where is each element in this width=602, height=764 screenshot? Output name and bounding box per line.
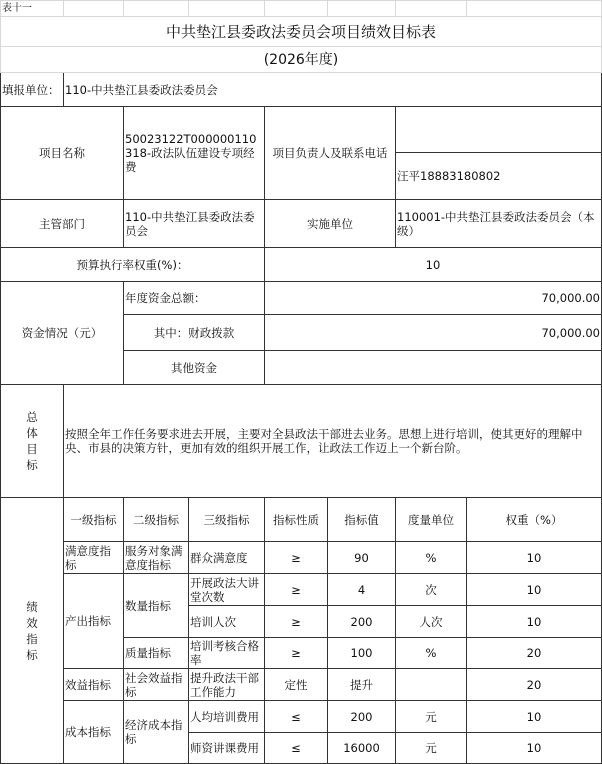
indicator-weight: 20 <box>467 669 602 701</box>
level3-indicator: 开展政法大讲堂次数 <box>189 574 265 606</box>
level2-indicator: 质量指标 <box>124 638 189 669</box>
funds-total-label: 年度资金总额： <box>124 282 265 315</box>
indicator-value: 200 <box>328 701 396 733</box>
indicator-weight: 10 <box>467 606 602 638</box>
level3-indicator: 培训人次 <box>189 606 265 638</box>
level1-indicator: 成本指标 <box>64 701 124 764</box>
perf-header: 指标值 <box>328 498 396 542</box>
perf-header: 一级指标 <box>64 498 124 542</box>
perf-header: 三级指标 <box>189 498 265 542</box>
project-manager-value: 汪平18883180802 <box>396 153 602 200</box>
indicator-unit: 次 <box>396 574 467 606</box>
perf-header: 指标性质 <box>265 498 328 542</box>
level3-indicator: 师资讲课费用 <box>189 733 265 764</box>
indicator-nature: ≤ <box>265 701 328 733</box>
sheet-label: 表十一 <box>1 1 64 17</box>
level1-indicator: 产出指标 <box>64 574 124 669</box>
competent-dept-label: 主管部门 <box>1 200 124 248</box>
funds-fiscal-label: 其中：财政拨款 <box>124 315 265 351</box>
indicator-nature: ≥ <box>265 574 328 606</box>
level2-indicator: 社会效益指标 <box>124 669 189 701</box>
indicator-weight: 10 <box>467 542 602 574</box>
table-row <box>1 574 602 606</box>
level2-indicator: 服务对象满意度指标 <box>124 542 189 574</box>
level3-indicator: 培训考核合格率 <box>189 638 265 669</box>
funds-fiscal-value: 70,000.00 <box>265 315 602 351</box>
indicator-weight: 10 <box>467 701 602 733</box>
indicator-weight: 10 <box>467 733 602 764</box>
indicator-value: 4 <box>328 574 396 606</box>
indicator-nature: ≥ <box>265 542 328 574</box>
project-name-value: 50023122T000000110318-政法队伍建设专项经费 <box>124 107 265 200</box>
reporting-unit-value: 110-中共垫江县委政法委员会 <box>64 73 602 107</box>
indicator-unit: 元 <box>396 733 467 764</box>
level1-indicator: 满意度指标 <box>64 542 124 574</box>
indicator-unit: % <box>396 542 467 574</box>
indicator-value: 16000 <box>328 733 396 764</box>
indicator-nature: 定性 <box>265 669 328 701</box>
level3-indicator: 提升政法干部工作能力 <box>189 669 265 701</box>
level2-indicator: 经济成本指标 <box>124 701 189 764</box>
indicator-weight: 10 <box>467 574 602 606</box>
indicator-weight: 20 <box>467 638 602 669</box>
perf-header: 度量单位 <box>396 498 467 542</box>
indicator-nature: ≥ <box>265 638 328 669</box>
perf-header: 权重（%） <box>467 498 602 542</box>
table-row <box>1 542 602 574</box>
project-manager-label: 项目负责人及联系电话 <box>265 107 396 200</box>
table-row <box>1 701 602 733</box>
table-row <box>1 669 602 701</box>
perf-header: 二级指标 <box>124 498 189 542</box>
indicator-unit: 人次 <box>396 606 467 638</box>
implementing-unit-value: 110001-中共垫江县委政法委员会（本级） <box>396 200 602 248</box>
indicator-value: 200 <box>328 606 396 638</box>
budget-rate-value: 10 <box>265 248 602 282</box>
reporting-unit-label: 填报单位： <box>1 73 64 107</box>
level1-indicator: 效益指标 <box>64 669 124 701</box>
indicator-nature: ≤ <box>265 733 328 764</box>
indicator-unit <box>396 669 467 701</box>
funds-total-value: 70,000.00 <box>265 282 602 315</box>
funds-label: 资金情况（元） <box>1 282 124 385</box>
indicator-nature: ≥ <box>265 606 328 638</box>
level3-indicator: 群众满意度 <box>189 542 265 574</box>
level2-indicator: 数量指标 <box>124 574 189 638</box>
project-name-label: 项目名称 <box>1 107 124 200</box>
competent-dept-value: 110-中共垫江县委政法委员会 <box>124 200 265 248</box>
overall-goal-text: 按照全年工作任务要求进去开展，主要对全县政法干部进去业务。思想上进行培训，使其更好的理解中央、市县的决策方针，更加有效的组织开展工作，让政法工作迈上一个新台阶。 <box>64 385 602 498</box>
indicator-unit: % <box>396 638 467 669</box>
indicator-value: 提升 <box>328 669 396 701</box>
year-label: (2026年度) <box>1 47 602 73</box>
indicator-unit: 元 <box>396 701 467 733</box>
indicator-value: 90 <box>328 542 396 574</box>
funds-other-value <box>265 351 602 385</box>
perf-indicators-label: 绩效指标 <box>1 498 64 764</box>
level3-indicator: 人均培训费用 <box>189 701 265 733</box>
page-title: 中共垫江县委政法委员会项目绩效目标表 <box>1 17 602 47</box>
budget-rate-label: 预算执行率权重(%)： <box>1 248 265 282</box>
indicator-value: 100 <box>328 638 396 669</box>
funds-other-label: 其他资金 <box>124 351 265 385</box>
implementing-unit-label: 实施单位 <box>265 200 396 248</box>
overall-goal-label: 总体目标 <box>1 385 64 498</box>
